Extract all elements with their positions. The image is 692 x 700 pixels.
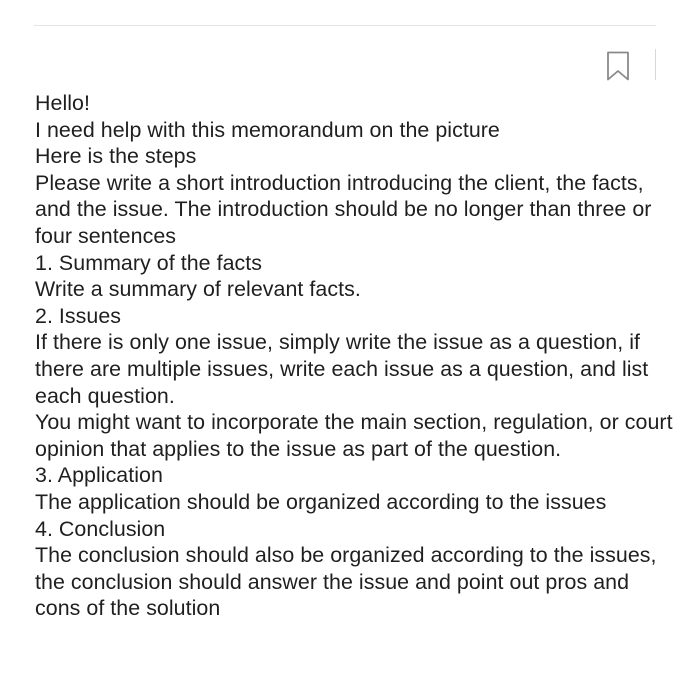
- post-line-conclusion: The conclusion should also be organized according to the issues, the conclusion should answer the issue and point out pros and cons of the solution: [35, 543, 657, 621]
- post-line-steps-intro: Here is the steps: [35, 144, 197, 169]
- post-line-heading-conclusion: 4. Conclusion: [35, 516, 166, 541]
- post-line-summary: Write a summary of relevant facts.: [35, 277, 361, 302]
- post-body: [35, 90, 675, 622]
- post-line-application: The application should be organized according to the issues: [35, 489, 607, 514]
- post-line-heading-issues: 2. Issues: [35, 303, 122, 328]
- toolbar-separator: [655, 49, 656, 80]
- post-line-issues: If there is only one issue, simply write the issue as a question, if there are multiple issues, write each issue as a question, and list each question.: [35, 330, 649, 408]
- post-line-request: I need help with this memorandum on the picture: [35, 117, 500, 142]
- post-line-introduction: Please write a short introduction introducing the client, the facts, and the issue. The introduction should be no longer than three or four sentences: [35, 170, 652, 248]
- bookmark-button[interactable]: [606, 51, 630, 81]
- post-line-heading-application: 3. Application: [35, 463, 163, 488]
- post-line-greeting: Hello!: [35, 91, 90, 115]
- bookmark-icon: [606, 51, 630, 81]
- top-divider: [34, 25, 656, 26]
- post-line-issues-note: You might want to incorporate the main section, regulation, or court opinion that applies to the issue as part of the question.: [35, 410, 673, 461]
- post-line-heading-summary: 1. Summary of the facts: [35, 250, 263, 275]
